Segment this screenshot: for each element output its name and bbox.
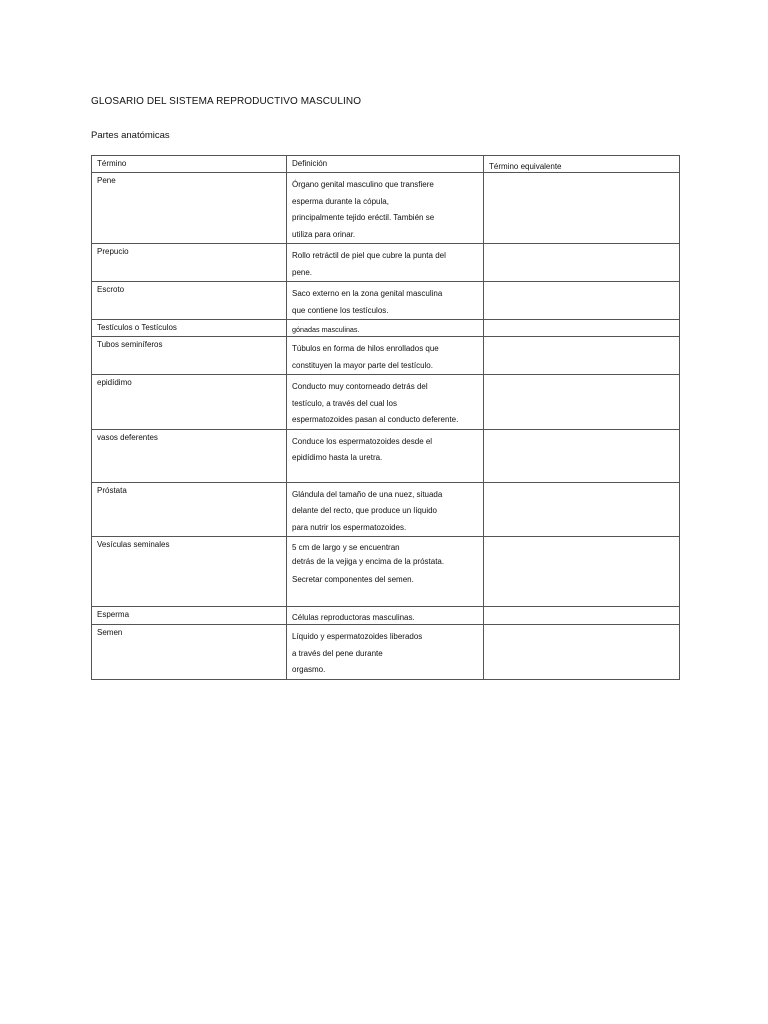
header-equivalent-term: Término equivalente: [484, 156, 680, 173]
table-row: [92, 537, 680, 607]
definition-line: Glándula del tamaño de una nuez, situada: [292, 489, 443, 499]
equivalent-term-cell: [484, 607, 680, 625]
definition-line: Conducto muy contorneado detrás del: [292, 382, 428, 392]
term-cell: Pene: [92, 173, 287, 244]
header-definition: Definición: [287, 156, 484, 173]
definition-cell: [287, 244, 484, 282]
table-row: [92, 337, 680, 375]
definition-line: Conduce los espermatozoides desde el: [292, 436, 433, 446]
table-row: [92, 482, 680, 537]
definition-cell: [287, 337, 484, 375]
definition-cell: [287, 537, 484, 607]
table-row: [92, 173, 680, 244]
definition-line: utiliza para orinar.: [292, 229, 356, 239]
definition-line: que contiene los testículos.: [292, 305, 389, 315]
definition-line: Saco externo en la zona genital masculina: [292, 289, 443, 299]
equivalent-term-cell: [484, 537, 680, 607]
definition-line: Órgano genital masculino que transfiere: [292, 180, 434, 190]
definition-line: testículo, a través del cual los: [292, 398, 397, 408]
definition-line: delante del recto, que produce un líquido: [292, 506, 437, 516]
equivalent-term-cell: [484, 173, 680, 244]
definition-line: orgasmo.: [292, 665, 326, 675]
definition-line: 5 cm de largo y se encuentran: [292, 543, 400, 553]
equivalent-term-cell: [484, 375, 680, 430]
equivalent-term-cell: [484, 482, 680, 537]
document-title: GLOSARIO DEL SISTEMA REPRODUCTIVO MASCULINO: [91, 96, 362, 107]
glossary-table: [91, 155, 680, 680]
term-cell: Prepucio: [92, 244, 287, 282]
definition-line: Secretar componentes del semen.: [292, 575, 414, 585]
equivalent-term-cell: [484, 320, 680, 337]
definition-line: espermatozoides pasan al conducto deferente.: [292, 415, 459, 425]
term-cell: vasos deferentes: [92, 429, 287, 482]
equivalent-term-cell: [484, 337, 680, 375]
definition-cell: [287, 375, 484, 430]
equivalent-term-cell: [484, 429, 680, 482]
term-cell: Próstata: [92, 482, 287, 537]
header-term: Término: [92, 156, 287, 173]
term-cell: Tubos seminíferos: [92, 337, 287, 375]
section-title: Partes anatómicas: [91, 130, 170, 141]
definition-line: Túbulos en forma de hilos enrollados que: [292, 344, 439, 354]
definition-line: Líquido y espermatozoides liberados: [292, 632, 423, 642]
definition-cell: [287, 482, 484, 537]
term-cell: Vesículas seminales: [92, 537, 287, 607]
definition-line: Rollo retráctil de piel que cubre la punta del: [292, 251, 446, 261]
table-header-row: [92, 156, 680, 173]
definition-cell: [287, 429, 484, 482]
term-cell: Semen: [92, 625, 287, 680]
definition-cell: [287, 282, 484, 320]
definition-line: esperma durante la cópula,: [292, 196, 389, 206]
equivalent-term-cell: [484, 282, 680, 320]
definition-cell: [287, 607, 484, 625]
definition-cell: [287, 173, 484, 244]
definition-cell: [287, 320, 484, 337]
term-cell: Testículos o Testículos: [92, 320, 287, 337]
definition-line: constituyen la mayor parte del testículo.: [292, 360, 433, 370]
definition-line: para nutrir los espermatozoides.: [292, 522, 407, 532]
table-row: [92, 244, 680, 282]
term-cell: Esperma: [92, 607, 287, 625]
table-row: [92, 375, 680, 430]
definition-line: principalmente tejido eréctil. También se: [292, 213, 435, 223]
table-row: [92, 320, 680, 337]
term-cell: Escroto: [92, 282, 287, 320]
table-row: [92, 282, 680, 320]
table-row: [92, 607, 680, 625]
term-cell: epidídimo: [92, 375, 287, 430]
definition-line: gónadas masculinas.: [292, 325, 360, 335]
definition-line: a través del pene durante: [292, 648, 383, 658]
definition-cell: [287, 625, 484, 680]
definition-line: pene.: [292, 267, 313, 277]
equivalent-term-cell: [484, 244, 680, 282]
definition-line: Células reproductoras masculinas.: [292, 613, 415, 623]
table-row: [92, 625, 680, 680]
definition-line: epidídimo hasta la uretra.: [292, 453, 383, 463]
definition-line: detrás de la vejiga y encima de la próstata.: [292, 557, 445, 567]
table-row: [92, 429, 680, 482]
equivalent-term-cell: [484, 625, 680, 680]
